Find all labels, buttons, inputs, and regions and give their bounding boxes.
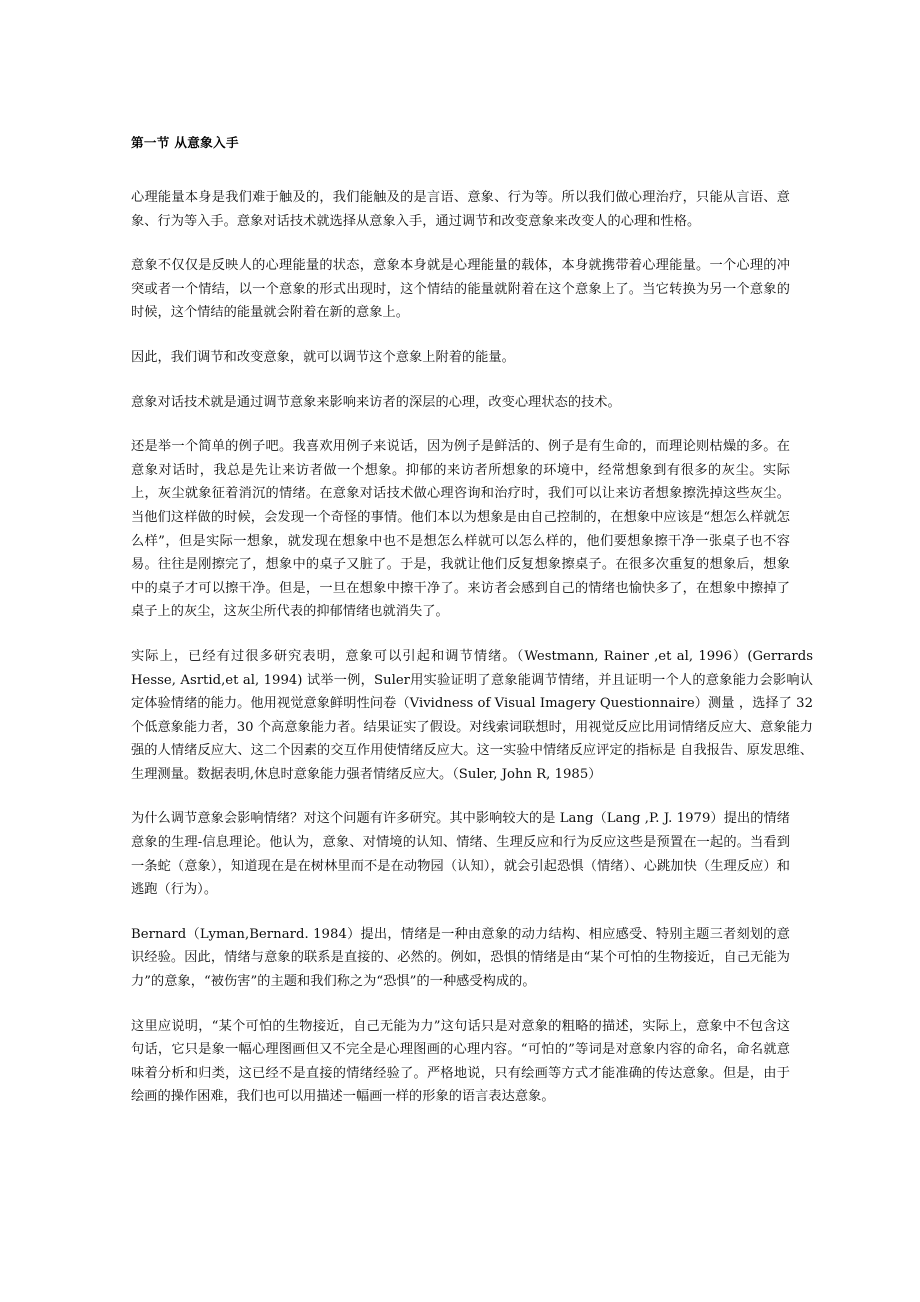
section-heading: 第一节 从意象入手 — [131, 135, 239, 150]
paragraph-9: 这里应说明，“某个可怕的生物接近，自己无能为力”这句话只是对意象的粗略的描述，实际上，意象中不包含这句话，它只是象一幅心理图画但又不完全是心理图画的心理内容。“可怕的”等词是对意象内容的命名，命名就意味着分析和归类，这已经不是直接的情绪经验了。严格地说，只有绘画等方式才能准确的传达意象。但是，由于绘画的操作困难，我们也可以用描述一幅画一样的形象的语言表达意象。 — [131, 1018, 790, 1105]
paragraph-3: 因此，我们调节和改变意象，就可以调节这个意象上附着的能量。 — [131, 349, 515, 365]
paragraph-4: 意象对话技术就是通过调节意象来影响来访者的深层的心理，改变心理状态的技术。 — [131, 394, 621, 410]
paragraph-1: 心理能量本身是我们难于触及的，我们能触及的是言语、意象、行为等。所以我们做心理治疗，只能从言语、意象、行为等入手。意象对话技术就选择从意象入手，通过调节和改变意象来改变人的心理和性格。 — [131, 190, 790, 229]
paragraph-5: 还是举一个简单的例子吧。我喜欢用例子来说话，因为例子是鲜活的、例子是有生命的，而理论则枯燥的多。在意象对话时，我总是先让来访者做一个想象。抑郁的来访者所想象的环境中，经常想象到有很多的灰尘。实际上，灰尘就象征着消沉的情绪。在意象对话技术做心理咨询和治疗时，我们可以让来访者想象擦洗掉这些灰尘。当他们这样做的时候，会发现一个奇怪的事情。他们本以为想象是由自己控制的，在想象中应该是“想怎么样就怎么样”，但是实际一想象，就发现在想象中也不是想怎么样就可以怎么样的，他们要想象擦干净一张桌子也不容易。往往是刚擦完了，想象中的桌子又脏了。于是，我就让他们反复想象擦桌子。在很多次重复的想象后，想象中的桌子才可以擦干净。但是，一旦在想象中擦干净了。来访者会感到自己的情绪也愉快多了，在想象中擦掉了桌子上的灰尘，这灰尘所代表的抑郁情绪也就消失了。 — [131, 439, 790, 620]
paragraph-2: 意象不仅仅是反映人的心理能量的状态，意象本身就是心理能量的载体，本身就携带着心理能量。一个心理的冲突或者一个情结，以一个意象的形式出现时，这个情结的能量就附着在这个意象上了。当它转换为另一个意象的时候，这个情结的能量就会附着在新的意象上。 — [131, 258, 790, 321]
paragraph-6-citations: 实际上，已经有过很多研究表明，意象可以引起和调节情绪。（Westmann, Rainer ,et al, 1996）(Gerrards Hesse, Asrtid,et al, 1994) 试举一例，Suler用实验证明了意象能调节情绪，并且证明一个人的意象能力会影响认定体验情绪的能力。他用视觉意象鲜明性问卷（Vividness of Visual Imagery Questionnaire）测量 ，选择了 32 个低意象能力者，30 个高意象能力者。结果证实了假设。对线索词联想时，用视觉反应比用词情绪反应大、意象能力强的人情绪反应大、这二个因素的交互作用使情绪反应大。这一实验中情绪反应评定的指标是 自我报告、原发思维、生理测量。数据表明,休息时意象能力强者情绪反应大。（Suler, John R, 1985） — [131, 648, 813, 782]
paragraph-8-bernard: Bernard（Lyman,Bernard. 1984）提出，情绪是一种由意象的动力结构、相应感受、特别主题三者刻划的意识经验。因此，情绪与意象的联系是直接的、必然的。例如，恐惧的情绪是由“某个可怕的生物接近，自己无能为力”的意象，“被伤害”的主题和我们称之为“恐惧”的一种感受构成的。 — [131, 926, 790, 990]
paragraph-7-lang-theory: 为什么调节意象会影响情绪？对这个问题有许多研究。其中影响较大的是 Lang（Lang ,P. J. 1979）提出的情绪意象的生理-信息理论。他认为，意象、对情境的认知、情绪、生理反应和行为反应这些是预置在一起的。当看到一条蛇（意象），知道现在是在树林里而不是在动物园（认知），就会引起恐惧（情绪）、心跳加快（生理反应）和逃跑（行为）。 — [131, 811, 790, 898]
document-body — [131, 134, 815, 1109]
